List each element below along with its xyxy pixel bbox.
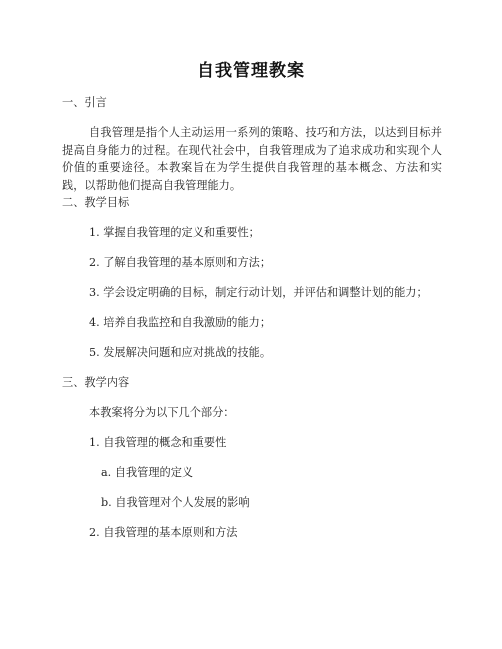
section-heading-introduction: 一、引言 xyxy=(62,96,107,109)
content-subitem-a: a. 自我管理的定义 xyxy=(101,466,194,479)
objective-item-1: 1. 掌握自我管理的定义和重要性； xyxy=(89,226,260,239)
document-title: 自我管理教案 xyxy=(197,61,305,81)
objective-item-2: 2. 了解自我管理的基本原则和方法； xyxy=(89,256,272,269)
intro-paragraph: 自我管理是指个人主动运用一系列的策略、技巧和方法，以达到目标并提高自身能力的过程。在现代社会中，自我管理成为了追求成功和实现个人价值的重要途径。本教案旨在为学生提供自我管理的基本概念、方法和实践，以帮助他们提高自我管理能力。 xyxy=(62,126,442,192)
objective-item-5: 5. 发展解决问题和应对挑战的技能。 xyxy=(89,346,272,359)
objective-item-4: 4. 培养自我监控和自我激励的能力； xyxy=(89,316,272,329)
section-heading-content: 三、教学内容 xyxy=(62,376,130,389)
content-intro: 本教案将分为以下几个部分： xyxy=(89,406,235,419)
content-item-1: 1. 自我管理的概念和重要性 xyxy=(89,436,227,449)
section-heading-objectives: 二、教学目标 xyxy=(62,196,130,209)
objective-item-3: 3. 学会设定明确的目标，制定行动计划，并评估和调整计划的能力； xyxy=(89,286,428,299)
content-item-2: 2. 自我管理的基本原则和方法 xyxy=(89,526,238,539)
content-subitem-b: b. 自我管理对个人发展的影响 xyxy=(101,496,250,509)
